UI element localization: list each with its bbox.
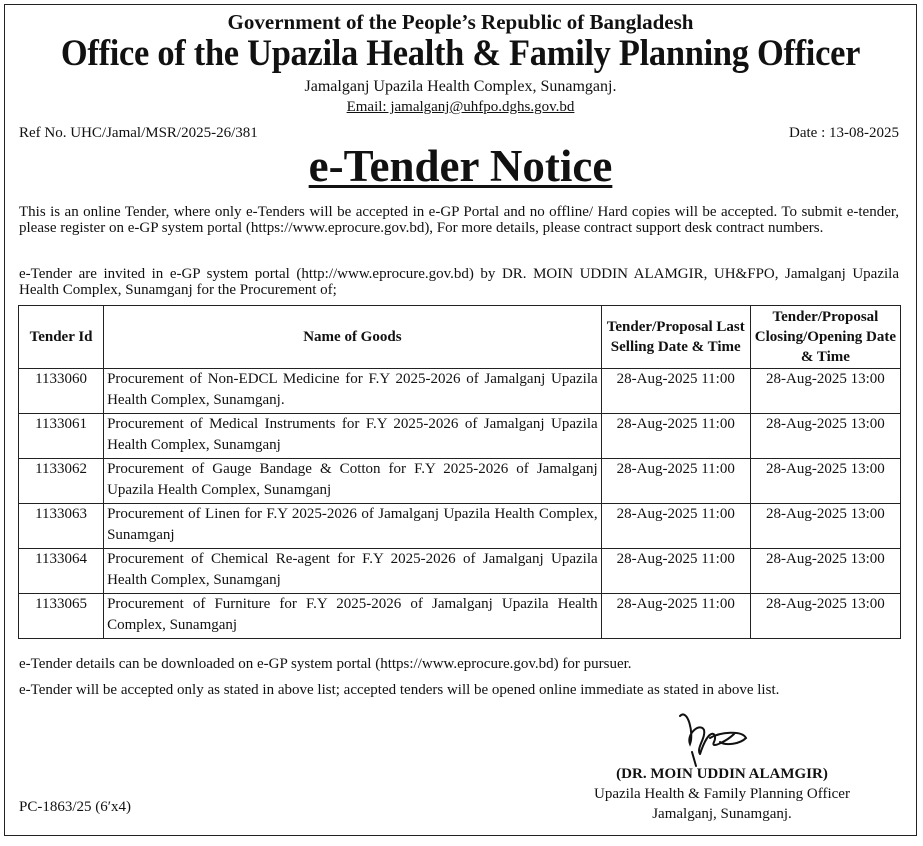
table-row — [19, 549, 901, 594]
acceptance-note: e-Tender will be accepted only as stated in above list; accepted tenders will be opened online immediate as stated in above list. — [19, 682, 780, 698]
reference-number: Ref No. UHC/Jamal/MSR/2025-26/381 — [19, 125, 258, 141]
cell-selling-date: 28-Aug-2025 11:00 — [601, 414, 750, 459]
notice-title-text: e-Tender Notice — [308, 141, 613, 191]
signatory-name: (DR. MOIN UDDIN ALAMGIR) — [616, 766, 828, 782]
signature-icon — [670, 704, 750, 769]
header-last-selling: Tender/Proposal Last Selling Date & Time — [601, 306, 750, 369]
cell-closing-date: 28-Aug-2025 13:00 — [750, 459, 900, 504]
tender-table — [18, 305, 901, 639]
table-row — [19, 594, 901, 639]
notice-date: Date : 13-08-2025 — [789, 125, 899, 141]
table-row — [19, 504, 901, 549]
cell-goods-name: Procurement of Linen for F.Y 2025-2026 of Jamalganj Upazila Health Complex, Sunamganj — [104, 504, 602, 549]
office-heading: Office of the Upazila Health & Family Planning Officer — [60, 33, 861, 74]
cell-selling-date: 28-Aug-2025 11:00 — [601, 459, 750, 504]
table-row — [19, 414, 901, 459]
cell-goods-name: Procurement of Furniture for F.Y 2025-2026 of Jamalganj Upazila Health Complex, Sunamganj — [104, 594, 602, 639]
cell-selling-date: 28-Aug-2025 11:00 — [601, 504, 750, 549]
cell-selling-date: 28-Aug-2025 11:00 — [601, 549, 750, 594]
table-row — [19, 459, 901, 504]
government-heading: Government of the People’s Republic of Bangladesh — [227, 10, 694, 34]
cell-goods-name: Procurement of Medical Instruments for F.Y 2025-2026 of Jamalganj Upazila Health Complex, Sunamganj — [104, 414, 602, 459]
office-email: Email: jamalganj@uhfpo.dghs.gov.bd — [346, 99, 575, 115]
cell-tender-id: 1133065 — [19, 594, 104, 639]
pc-number: PC-1863/25 (6ʹx4) — [19, 799, 132, 815]
cell-tender-id: 1133062 — [19, 459, 104, 504]
header-name-of-goods: Name of Goods — [104, 306, 602, 369]
cell-goods-name: Procurement of Gauge Bandage & Cotton for F.Y 2025-2026 of Jamalganj Upazila Health Complex, Sunamganj — [104, 459, 602, 504]
office-address: Jamalganj Upazila Health Complex, Sunamganj. — [304, 78, 617, 95]
cell-closing-date: 28-Aug-2025 13:00 — [750, 369, 900, 414]
signatory-designation: Upazila Health & Family Planning Officer — [594, 786, 850, 802]
download-note: e-Tender details can be downloaded on e-GP system portal (https://www.eprocure.gov.bd) for pursuer. — [19, 656, 632, 672]
cell-tender-id: 1133061 — [19, 414, 104, 459]
cell-selling-date: 28-Aug-2025 11:00 — [601, 369, 750, 414]
invitation-paragraph: e-Tender are invited in e-GP system portal (http://www.eprocure.gov.bd) by DR. MOIN UDDIN ALAMGIR, UH&FPO, Jamalganj Upazila Health Complex, Sunamganj for the Procurement of; — [19, 266, 899, 298]
header-closing-opening: Tender/Proposal Closing/Opening Date & Time — [750, 306, 900, 369]
signatory-place: Jamalganj, Sunamganj. — [652, 806, 792, 822]
intro-paragraph: This is an online Tender, where only e-Tenders will be accepted in e-GP Portal and no offline/ Hard copies will be accepted. To submit e-tender, please register on e-GP system portal (https://www.eprocure.gov.bd), For more details, please contract support desk contract numbers. — [19, 204, 899, 236]
cell-closing-date: 28-Aug-2025 13:00 — [750, 594, 900, 639]
header-tender-id: Tender Id — [19, 306, 104, 369]
cell-tender-id: 1133064 — [19, 549, 104, 594]
cell-goods-name: Procurement of Non-EDCL Medicine for F.Y 2025-2026 of Jamalganj Upazila Health Complex, Sunamganj. — [104, 369, 602, 414]
table-row — [19, 369, 901, 414]
cell-closing-date: 28-Aug-2025 13:00 — [750, 414, 900, 459]
table-header-row — [19, 306, 901, 369]
cell-goods-name: Procurement of Chemical Re-agent for F.Y 2025-2026 of Jamalganj Upazila Health Complex, Sunamganj — [104, 549, 602, 594]
cell-tender-id: 1133063 — [19, 504, 104, 549]
cell-selling-date: 28-Aug-2025 11:00 — [601, 594, 750, 639]
cell-closing-date: 28-Aug-2025 13:00 — [750, 549, 900, 594]
cell-tender-id: 1133060 — [19, 369, 104, 414]
notice-title — [4, 140, 917, 192]
cell-closing-date: 28-Aug-2025 13:00 — [750, 504, 900, 549]
